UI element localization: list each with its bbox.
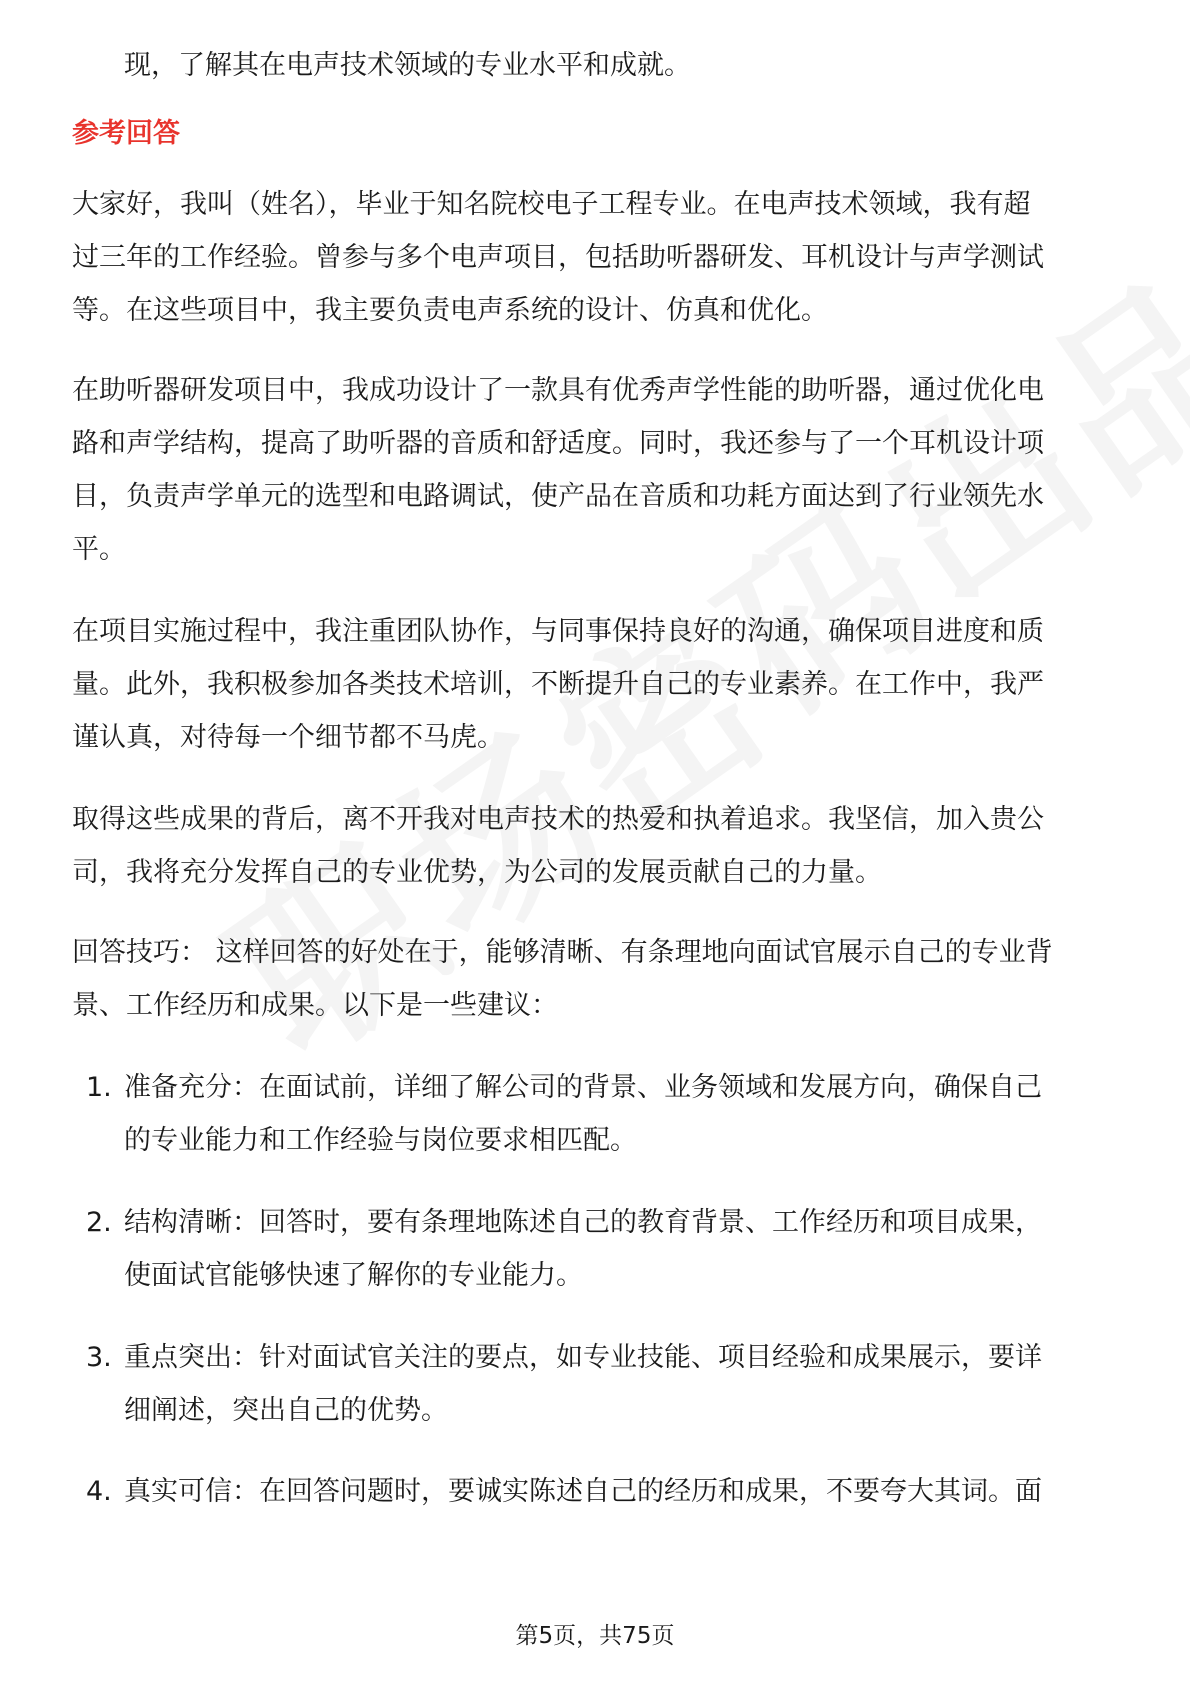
list-item-line: 使面试官能够快速了解你的专业能力。 (124, 1260, 583, 1291)
paragraph-1-line: 等。在这些项目中，我主要负责电声系统的设计、仿真和优化。 (72, 295, 828, 326)
list-number: 4. (86, 1476, 112, 1507)
intro-tail: 现，了解其在电声技术领域的专业水平和成就。 (124, 50, 691, 81)
paragraph-3-line: 在项目实施过程中，我注重团队协作，与同事保持良好的沟通，确保项目进度和质 (72, 616, 1044, 647)
paragraph-2-line: 平。 (72, 534, 126, 565)
list-item-line: 准备充分：在面试前，详细了解公司的背景、业务领域和发展方向，确保自己 (124, 1072, 1042, 1103)
paragraph-2-line: 在助听器研发项目中，我成功设计了一款具有优秀声学性能的助听器，通过优化电 (72, 375, 1044, 406)
section-heading: 参考回答 (72, 118, 180, 149)
tips-line: 回答技巧： 这样回答的好处在于，能够清晰、有条理地向面试官展示自己的专业背 (72, 937, 1053, 968)
paragraph-3-line: 量。此外，我积极参加各类技术培训，不断提升自己的专业素养。在工作中，我严 (72, 669, 1044, 700)
list-item-line: 的专业能力和工作经验与岗位要求相匹配。 (124, 1125, 637, 1156)
paragraph-2-line: 路和声学结构，提高了助听器的音质和舒适度。同时，我还参与了一个耳机设计项 (72, 428, 1044, 459)
paragraph-2-line: 目，负责声学单元的选型和电路调试，使产品在音质和功耗方面达到了行业领先水 (72, 481, 1044, 512)
paragraph-4-line: 取得这些成果的背后，离不开我对电声技术的热爱和执着追求。我坚信，加入贵公 (72, 804, 1044, 835)
page-footer: 第5页，共75页 (515, 1623, 675, 1649)
tips-line: 景、工作经历和成果。以下是一些建议： (72, 990, 558, 1021)
list-number: 3. (86, 1342, 112, 1373)
list-item-line: 细阐述，突出自己的优势。 (124, 1395, 448, 1426)
paragraph-1-line: 过三年的工作经验。曾参与多个电声项目，包括助听器研发、耳机设计与声学测试 (72, 242, 1044, 273)
list-number: 1. (86, 1072, 112, 1103)
list-number: 2. (86, 1207, 112, 1238)
paragraph-4-line: 司，我将充分发挥自己的专业优势，为公司的发展贡献自己的力量。 (72, 857, 882, 888)
paragraph-1-line: 大家好，我叫（姓名），毕业于知名院校电子工程专业。在电声技术领域，我有超 (72, 189, 1031, 220)
list-item-line: 结构清晰：回答时，要有条理地陈述自己的教育背景、工作经历和项目成果， (124, 1207, 1042, 1238)
list-item-line: 重点突出：针对面试官关注的要点，如专业技能、项目经验和成果展示，要详 (124, 1342, 1042, 1373)
list-item-line: 真实可信：在回答问题时，要诚实陈述自己的经历和成果，不要夸大其词。面 (124, 1476, 1042, 1507)
paragraph-3-line: 谨认真，对待每一个细节都不马虎。 (72, 722, 504, 753)
